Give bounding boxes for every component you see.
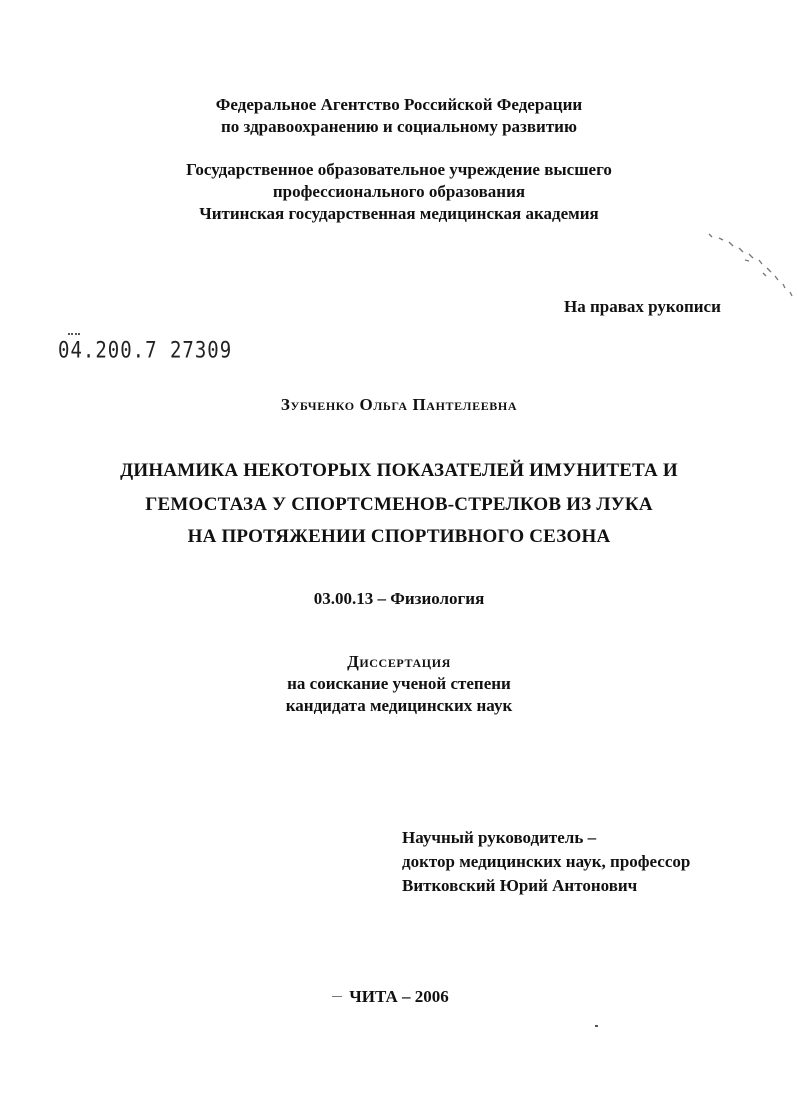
title-line-2: ГЕМОСТАЗА У СПОРТСМЕНОВ-СТРЕЛКОВ ИЗ ЛУКА (145, 494, 653, 515)
supervisor-role: Научный руководитель – (402, 828, 597, 847)
inventory-tick-mark (68, 333, 80, 337)
institution-line-3: Читинская государственная медицинская академия (199, 204, 599, 223)
supervisor-block (402, 826, 690, 898)
faint-stamp-marks (705, 228, 798, 308)
degree-label: Диссертация (347, 652, 451, 671)
title-line-3: НА ПРОТЯЖЕНИИ СПОРТИВНОГО СЕЗОНА (187, 526, 611, 547)
institution-line-2: профессионального образования (272, 182, 526, 201)
faint-dot-mark (595, 1025, 598, 1027)
agency-line-1: Федеральное Агентство Российской Федерации (215, 95, 583, 114)
title-line-1: ДИНАМИКА НЕКОТОРЫХ ПОКАЗАТЕЛЕЙ ИМУНИТЕТА И (120, 460, 678, 481)
manuscript-rights-note: На правах рукописи (564, 297, 721, 316)
city-year: ЧИТА – 2006 (349, 987, 449, 1006)
inventory-number: 04.200.7 27309 (58, 338, 233, 364)
institution-line-1: Государственное образовательное учреждение высшего (186, 160, 612, 179)
agency-line-2: по здравоохранению и социальному развитию (221, 117, 577, 136)
author-name: Зубченко Ольга Пантелеевна (280, 395, 518, 414)
degree-line-3: кандидата медицинских наук (285, 696, 513, 715)
supervisor-name: Витковский Юрий Антонович (402, 876, 638, 895)
supervisor-title: доктор медицинских наук, профессор (402, 852, 691, 871)
specialty: 03.00.13 – Физиология (313, 589, 485, 608)
degree-line-2: на соискание ученой степени (287, 674, 511, 693)
